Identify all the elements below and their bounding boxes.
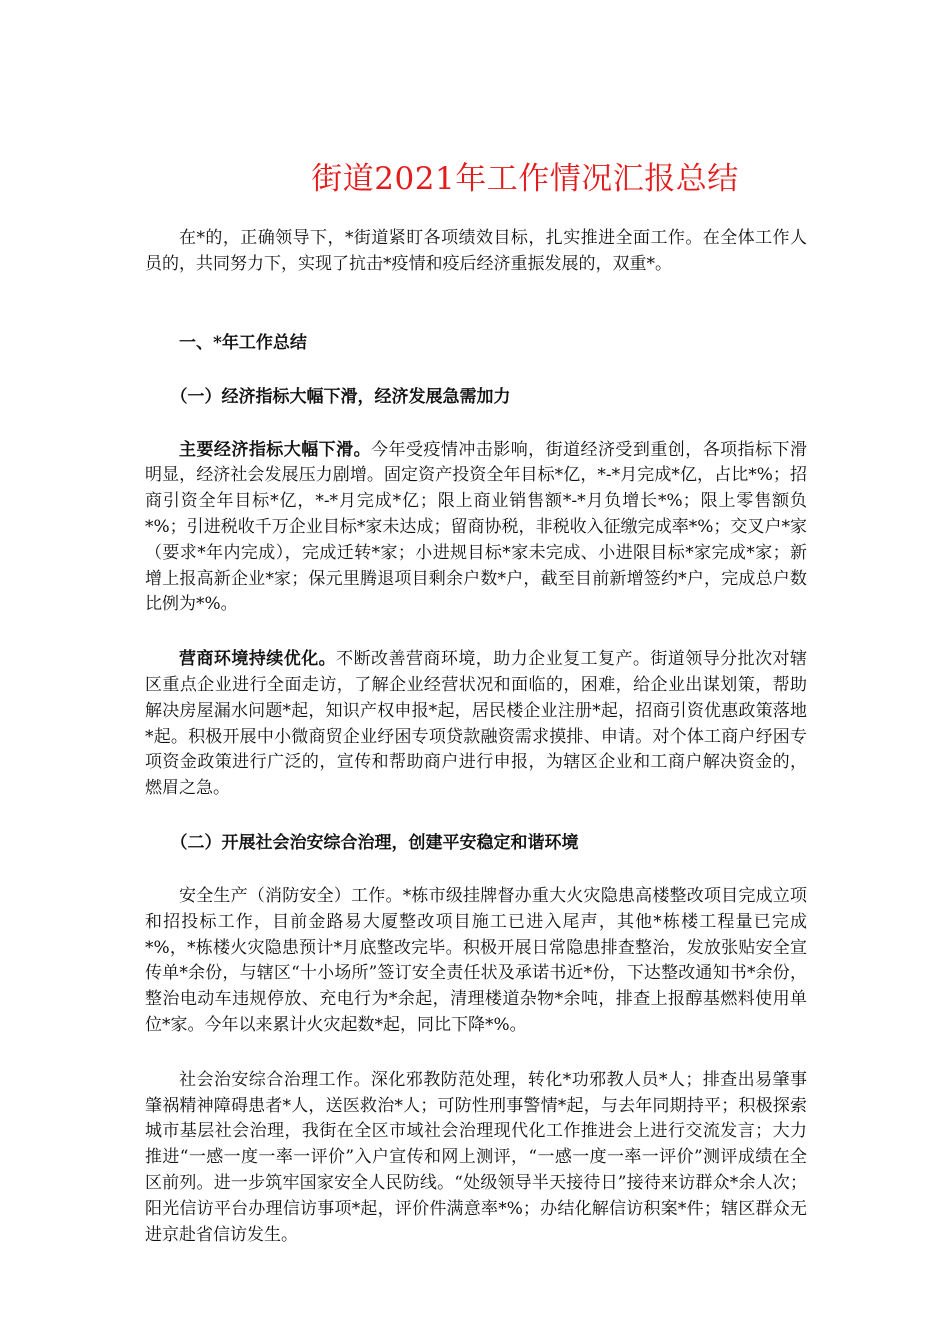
subsection-heading-1: （一）经济指标大幅下滑，经济发展急需加力	[170, 386, 511, 407]
paragraph-body-business: 不断改善营商环境，助力企业复工复产。街道领导分批次对辖区重点企业进行全面走访，了解企业经营状况和面临的，困难，给企业出谋划策，帮助解决房屋漏水问题*起，知识产权申报*起，居民楼企业注册*起，招商引资优惠政策落地*起。积极开展中小微商贸企业纾困专项贷款融资需求摸排、申请。对个体工商户纾困专项资金政策进行广泛的，宣传和帮助商户进行申报，为辖区企业和工商户解决资金的，燃眉之急。	[145, 649, 808, 799]
section-heading-1: 一、*年工作总结	[179, 332, 307, 353]
document-title: 街道2021年工作情况汇报总结	[311, 161, 739, 197]
paragraph-lead-business: 营商环境持续优化。	[179, 649, 337, 670]
subsection-heading-2: （二）开展社会治安综合治理，创建平安稳定和谐环境	[170, 832, 579, 853]
paragraph-business-environment	[145, 647, 807, 802]
paragraph-economic-indicators	[145, 438, 807, 619]
paragraph-lead-economic: 主要经济指标大幅下滑。	[179, 439, 372, 460]
paragraph-public-security: 社会治安综合治理工作。深化邪教防范处理，转化*功邪教人员*人；排查出易肇事肇祸精神障碍患者*人，送医救治*人；可防性刑事警情*起，与去年同期持平；积极探索城市基层社会治理，我街在全区市域社会治理现代化工作推进会上进行交流发言；大力推进“一感一度一率一评价”入户宣传和网上测评，“一感一度一率一评价”测评成绩在全区前列。进一步筑牢国家安全人民防线。“处级领导半天接待日”接待来访群众*余人次；阳光信访平台办理信访事项*起，评价件满意率*%；办结化解信访积案*件；辖区群众无进京赴省信访发生。	[145, 1069, 807, 1245]
paragraph-fire-safety: 安全生产（消防安全）工作。*栋市级挂牌督办重大火灾隐患高楼整改项目完成立项和招投标工作，目前金路易大厦整改项目施工已进入尾声，其他*栋楼工程量已完成*%，*栋楼火灾隐患预计*月底整改完毕。积极开展日常隐患排查整治，发放张贴安全宣传单*余份，与辖区“十小场所”签订安全责任状及承诺书近*份，下达整改通知书*余份，整治电动车违规停放、充电行为*余起，清理楼道杂物*余吨，排查上报醇基燃料使用单位*家。今年以来累计火灾起数*起，同比下降*%。	[145, 885, 807, 1035]
intro-paragraph: 在*的，正确领导下，*街道紧盯各项绩效目标，扎实推进全面工作。在全体工作人员的，共同努力下，实现了抗击*疫情和疫后经济重振发展的，双重*。	[145, 228, 807, 274]
document-body	[145, 226, 807, 1248]
paragraph-body-economic: 今年受疫情冲击影响，街道经济受到重创，各项指标下滑明显，经济社会发展压力剧增。固定资产投资全年目标*亿，*-*月完成*亿，占比*%；招商引资全年目标*亿，*-*月完成*亿；限上商业销售额*-*月负增长*%；限上零售额负*%；引进税收千万企业目标*家未达成；留商协税，非税收入征缴完成率*%；交叉户*家（要求*年内完成），完成迁转*家；小进规目标*家未完成、小进限目标*家完成*家；新增上报高新企业*家；保元里腾退项目剩余户数*户，截至目前新增签约*户，完成总户数比例为*%。	[145, 439, 808, 615]
